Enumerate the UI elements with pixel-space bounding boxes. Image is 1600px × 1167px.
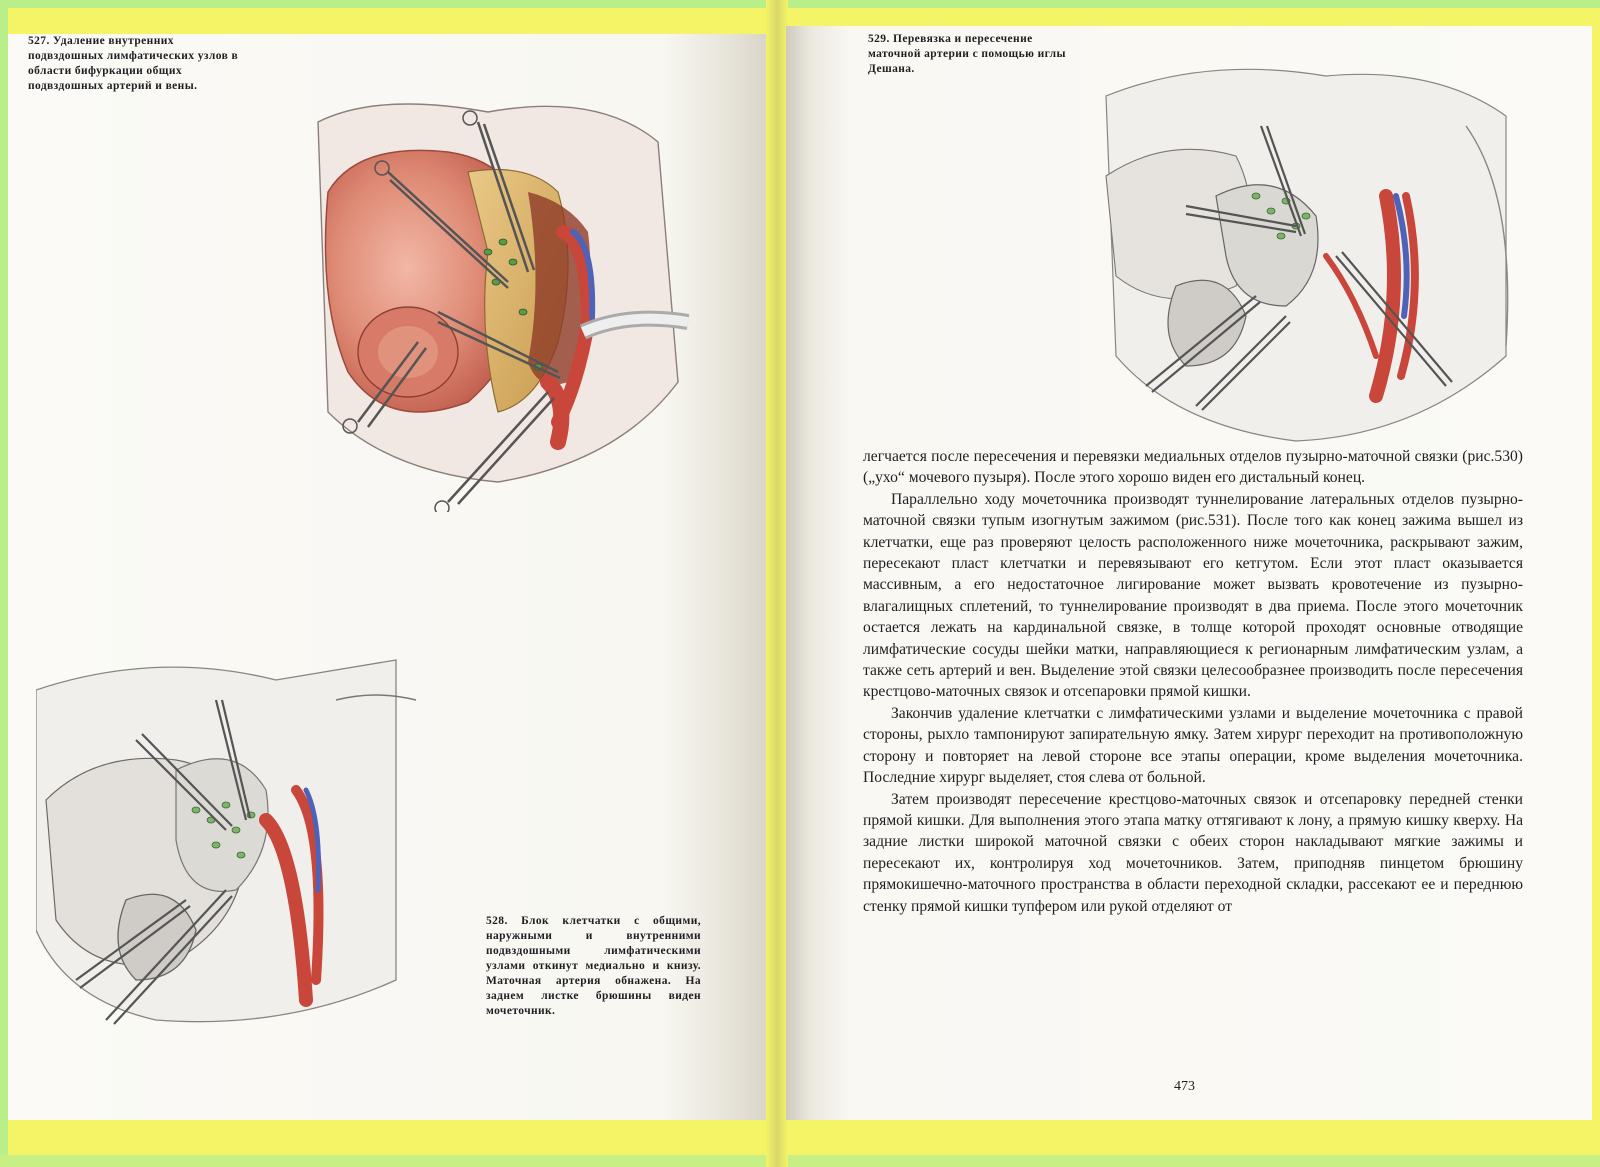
scan-edge-left — [0, 0, 8, 1167]
book-spine — [766, 0, 788, 1167]
scan-edge-bottom — [0, 1155, 1600, 1167]
right-page — [786, 26, 1592, 1120]
body-text — [863, 446, 1523, 917]
figure-528-caption: 528. Блок клетчатки с общими, наружными и внутренними подвздошными лимфатическими узлами откинут медиально и книзу. Маточная артерия обнажена. На заднем листке брюшины виден мочеточник. — [486, 915, 701, 1017]
figure-529-illustration — [1086, 56, 1526, 446]
scan-edge-top — [0, 0, 1600, 8]
paragraph: Закончив удаление клетчатки с лимфатическими узлами и выделение мочеточника с правой стороны, рыхло тампонируют запирательную ямку. Затем хирург переходит на противоположную сторону и повторяет на левой стороне все этапы операции, кроме выделения мочеточника. Последние хирург выделяет, стоя слева от больной. — [863, 704, 1523, 787]
figure-527-caption: 527. Удаление внутренних подвздошных лимфатических узлов в области бифуркации общих подвздошных артерий и вены. — [28, 35, 239, 92]
left-page — [8, 34, 768, 1120]
page-number: 473 — [1174, 1079, 1195, 1094]
paragraph: легчается после пересечения и перевязки медиальных отделов пузырно-маточной связки (рис.530) („ухо“ мочевого пузыря). После этого хорошо виден его дистальный конец. — [863, 448, 1523, 487]
paragraph: Затем производят пересечение крестцово-маточных связок и отсепаровку передней стенки прямой кишки. Для выполнения этого этапа матку оттягивают к лону, а прямую кишку кверху. На задние листки широкой маточной связки с обеих сторон накладывают мягкие зажимы и пересекают их, контролируя ход мочеточников. Затем, приподняв пинцетом брюшину прямокишечно-маточного пространства в области переходной складки, рассекают ее и переднюю стенку прямой кишки тупфером или рукой отделяют от — [863, 790, 1523, 915]
paragraph: Параллельно ходу мочеточника производят туннелирование латеральных отделов пузырно-маточной связки тупым изогнутым зажимом (рис.531). После того как конец зажима вышел из клетчатки, еще раз проверяют целость расположенного ниже мочеточника, раскрывают зажим, пересекают пласт клетчатки и перевязывают его кетгутом. Если этот пласт оказывается массивным, а его недостаточное лигирование может вызвать кровотечение из пузырно-влагалищных сплетений, то туннелирование производят в два приема. После этого мочеточник остается лежать на кардинальной связке, в толще которой проходят основные отводящие лимфатические сосуды шейки матки, направляющиеся к регионарным лимфатическим узлам, а также сеть артерий и вен. Выделение этой связки целесообразнее производить после пересечения крестцово-маточных связок и отсепаровки прямой кишки. — [863, 490, 1523, 701]
figure-529-caption: 529. Перевязка и пересечение маточной артерии с помощью иглы Дешана. — [868, 33, 1066, 75]
figure-527-illustration — [298, 82, 708, 512]
figure-528-illustration — [36, 600, 456, 1040]
